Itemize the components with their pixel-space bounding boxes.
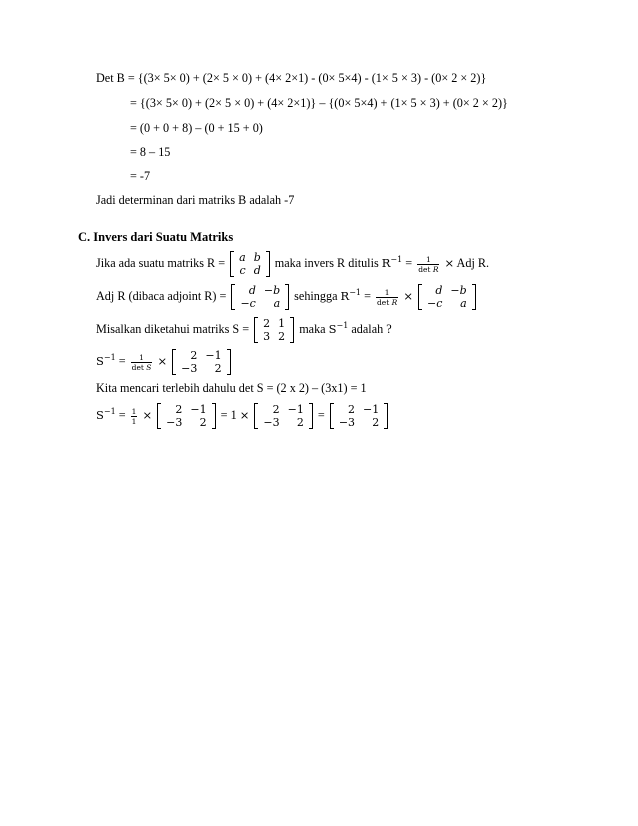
matrix-cell: −c xyxy=(427,297,443,311)
r-inverse: R xyxy=(340,289,350,303)
p1-prefix: Jika ada suatu matriks R = xyxy=(96,256,226,270)
det-line-3: = (0 + 0 + 8) – (0 + 15 + 0) xyxy=(130,121,263,135)
matrix-cell: −1 xyxy=(287,403,304,417)
equals: = xyxy=(317,408,325,422)
s-inverse-result xyxy=(96,400,390,430)
matrix-cell: c xyxy=(239,264,246,278)
equals: = xyxy=(364,289,371,303)
fraction-denominator-b: R xyxy=(391,297,398,307)
matrix-cell: −1 xyxy=(190,403,207,417)
equals: = xyxy=(118,408,126,422)
times-symbol: × xyxy=(444,256,455,270)
equals-one: = 1 xyxy=(220,408,237,422)
matrix-cell: a xyxy=(273,297,281,311)
matrix-adj xyxy=(231,284,289,310)
fraction-denominator-a: det xyxy=(131,362,147,372)
matrix-cell: 2 xyxy=(278,330,286,344)
fraction xyxy=(131,407,138,426)
matrix-result-1 xyxy=(157,403,215,429)
matrix-cell: d xyxy=(248,284,256,298)
fraction-denominator: 1 xyxy=(131,416,137,426)
matrix-cell: 2 xyxy=(372,416,380,430)
inverse-definition xyxy=(96,248,489,278)
det-line-5: = -7 xyxy=(130,169,151,183)
p1-middle: maka invers R ditulis xyxy=(274,256,379,270)
r-inverse: R xyxy=(381,256,391,270)
p3-middle: maka xyxy=(299,322,326,336)
fraction xyxy=(131,353,153,372)
s-inverse: S xyxy=(328,322,337,336)
fraction-denominator-a: det xyxy=(376,297,392,307)
p2-prefix: Adj R (dibaca adjoint R) = xyxy=(96,289,227,303)
matrix-cell: a xyxy=(460,297,467,311)
matrix-cell: 2 xyxy=(263,317,271,331)
matrix-cell: −3 xyxy=(263,416,280,430)
matrix-cell: 2 xyxy=(199,416,207,430)
matrix-cell: 2 xyxy=(348,403,356,417)
matrix-cell: 2 xyxy=(190,349,198,363)
s-inverse: S xyxy=(96,408,104,422)
fraction-denominator-a: det xyxy=(418,264,433,274)
matrix-cell: 1 xyxy=(278,317,286,331)
matrix-cell: −1 xyxy=(205,349,222,363)
fraction xyxy=(417,255,439,274)
fraction-denominator-b: S xyxy=(146,362,152,372)
fraction xyxy=(376,288,398,307)
example-statement xyxy=(96,314,392,344)
fraction-numerator: 1 xyxy=(376,288,398,298)
matrix-result-2 xyxy=(254,403,312,429)
det-conclusion: Jadi determinan dari matriks B adalah -7 xyxy=(96,193,295,207)
matrix-cell: 2 xyxy=(214,362,222,376)
adjoint-definition xyxy=(96,281,478,311)
matrix-cell: −c xyxy=(240,297,256,311)
exponent: −1 xyxy=(103,406,116,416)
section-heading: C. Invers dari Suatu Matriks xyxy=(78,230,234,244)
matrix-s xyxy=(254,317,294,343)
matrix-cell: −b xyxy=(450,284,467,298)
det-line-1: Det B = {(3× 5× 0) + (2× 5 × 0) + (4× 2×1) - (0× 5×4) - (1× 5 × 3) - (0× 2 × 2)} xyxy=(96,71,487,85)
matrix-cell: b xyxy=(253,251,261,265)
fraction-numerator: 1 xyxy=(417,255,439,265)
det-line-2: = {(3× 5× 0) + (2× 5 × 0) + (4× 2×1)} – {(0× 5×4) + (1× 5 × 3) + (0× 2 × 2)} xyxy=(130,96,508,110)
matrix-r xyxy=(230,251,270,277)
exponent: −1 xyxy=(390,254,403,264)
matrix-adj-2 xyxy=(418,284,476,310)
s-inverse: S xyxy=(96,354,104,368)
matrix-cell: −b xyxy=(263,284,281,298)
matrix-cell: −3 xyxy=(338,416,356,430)
matrix-cell: 2 xyxy=(296,416,304,430)
matrix-cell: −3 xyxy=(181,362,198,376)
exponent: −1 xyxy=(349,287,362,297)
equals: = xyxy=(405,256,413,270)
matrix-cell: d xyxy=(253,264,261,278)
times-symbol: × xyxy=(157,354,168,368)
det-s-computation: Kita mencari terlebih dahulu det S = (2 x 2) – (3x1) = 1 xyxy=(96,381,367,395)
p2-middle: sehingga xyxy=(294,289,338,303)
times-symbol: × xyxy=(403,289,413,303)
matrix-cell: −1 xyxy=(363,403,380,417)
matrix-cell: −3 xyxy=(166,416,183,430)
fraction-numerator: 1 xyxy=(131,353,153,363)
p3-prefix: Misalkan diketahui matriks S = xyxy=(96,322,250,336)
matrix-cell: 3 xyxy=(263,330,271,344)
fraction-denominator-b: R xyxy=(432,264,439,274)
s-inverse-formula xyxy=(96,346,233,376)
times-symbol: × xyxy=(142,408,153,422)
matrix-result-3 xyxy=(330,403,388,429)
exponent: −1 xyxy=(103,352,116,362)
exponent: −1 xyxy=(336,320,349,330)
p3-suffix: adalah ? xyxy=(351,322,392,336)
matrix-cell: 2 xyxy=(175,403,183,417)
p1-suffix: Adj R. xyxy=(456,256,490,270)
det-line-4: = 8 – 15 xyxy=(130,145,171,159)
equals: = xyxy=(118,354,126,368)
matrix-cell: 2 xyxy=(272,403,280,417)
times-symbol: × xyxy=(239,408,250,422)
matrix-adj-s xyxy=(172,349,230,375)
fraction-numerator: 1 xyxy=(131,406,137,416)
matrix-cell: a xyxy=(239,251,246,265)
matrix-cell: d xyxy=(435,284,443,298)
